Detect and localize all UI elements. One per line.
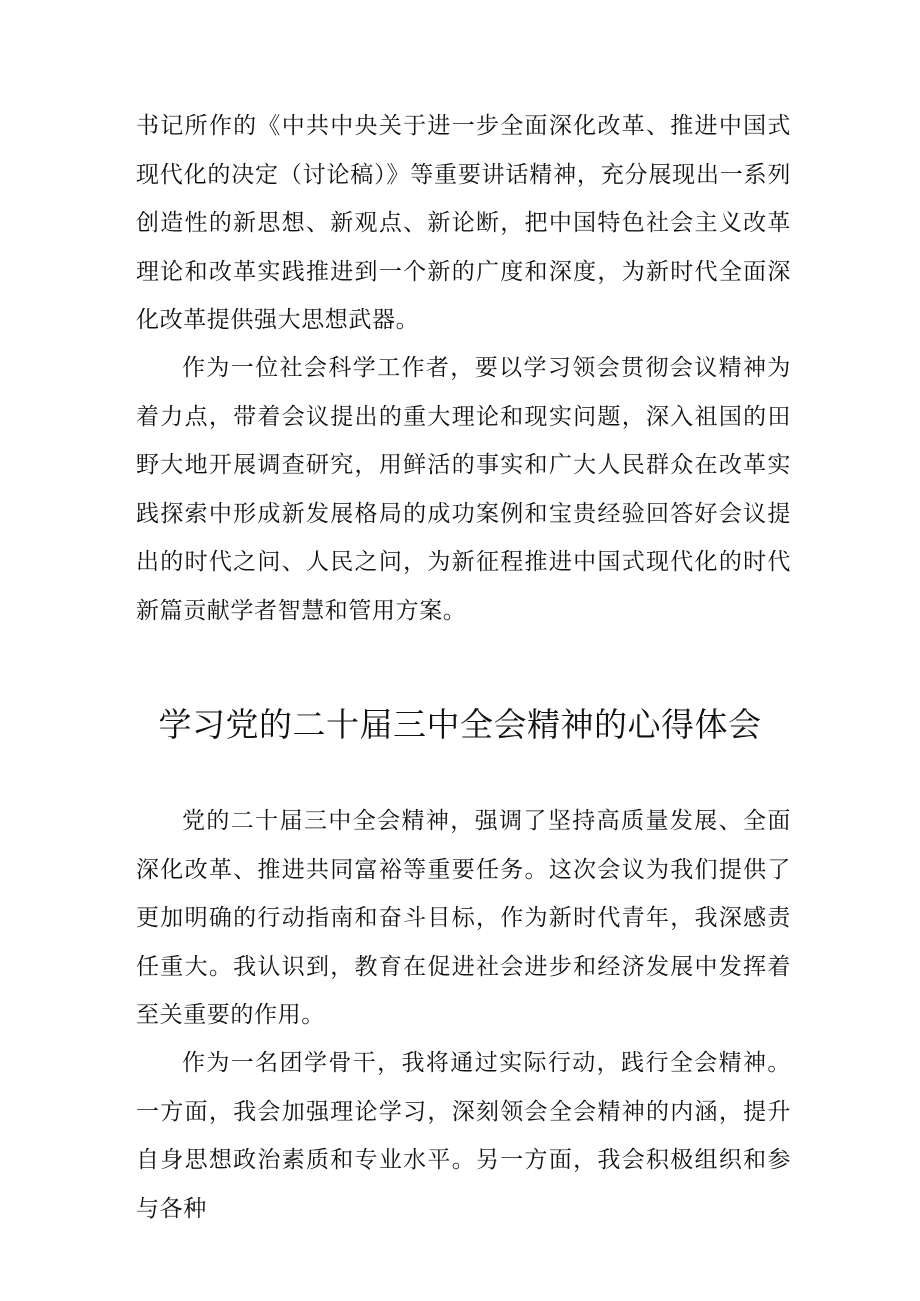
body-paragraph-3: 党的二十届三中全会精神，强调了坚持高质量发展、全面深化改革、推进共同富裕等重要任务。这次会议为我们提供了更加明确的行动指南和奋斗目标，作为新时代青年，我深感责任重大。我认识到，教育在促进社会进步和经济发展中发挥着至关重要的作用。 xyxy=(136,808,791,1028)
body-paragraph-2: 作为一位社会科学工作者，要以学习领会贯彻会议精神为着力点，带着会议提出的重大理论和现实问题，深入祖国的田野大地开展调查研究，用鲜活的事实和广大人民群众在改革实践探索中形成新发展格局的成功案例和宝贵经验回答好会议提出的时代之问、人民之问，为新征程推进中国式现代化的时代新篇贡献学者智慧和管用方案。 xyxy=(136,355,791,624)
body-paragraph-4: 作为一名团学骨干，我将通过实际行动，践行全会精神。一方面，我会加强理论学习，深刻领会全会精神的内涵，提升自身思想政治素质和专业水平。另一方面，我会积极组织和参与各种 xyxy=(136,1050,791,1222)
section-title: 学习党的二十届三中全会精神的心得体会 xyxy=(158,705,762,744)
continuation-paragraph: 书记所作的《中共中央关于进一步全面深化改革、推进中国式现代化的决定（讨论稿）》等重要讲话精神，充分展现出一系列创造性的新思想、新观点、新论断，把中国特色社会主义改革理论和改革实践推进到一个新的广度和深度，为新时代全面深化改革提供强大思想武器。 xyxy=(136,113,791,333)
